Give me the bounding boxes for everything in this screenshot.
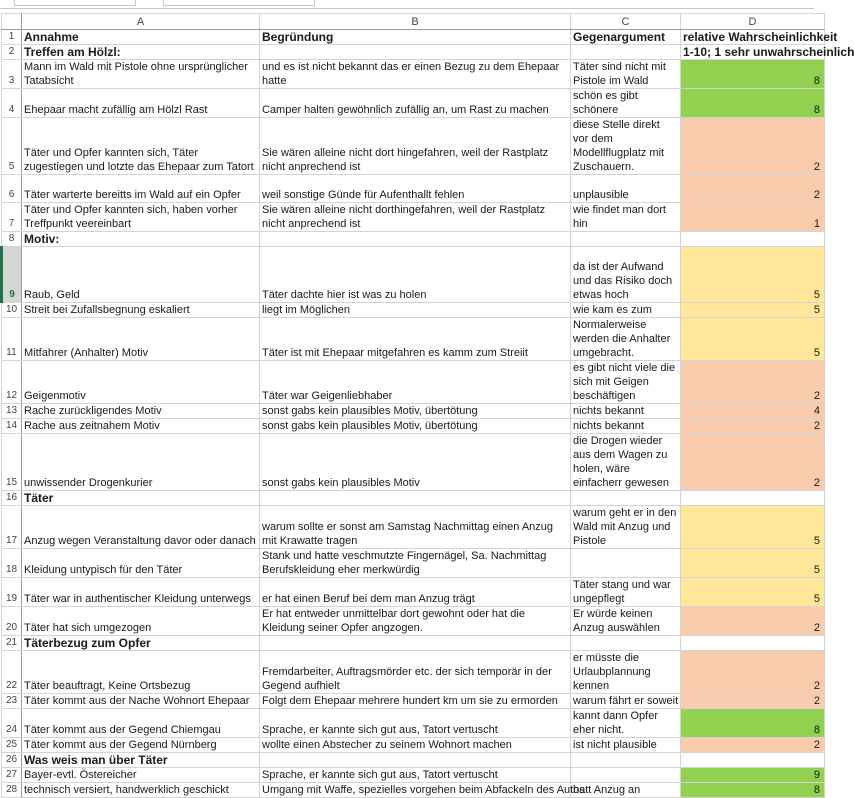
cell-gegenargument[interactable]: unplausible [571,175,681,203]
cell-begruendung[interactable]: Begründung [260,30,571,45]
column-header-b[interactable]: B [260,14,571,30]
cell-wahrscheinlichkeit[interactable]: 5 [681,506,825,549]
column-header-c[interactable]: C [571,14,681,30]
cell-annahme[interactable]: Täter und Opfer kannten sich, haben vorher Treffpunkt veereinbart [22,203,260,232]
cell-gegenargument[interactable]: Täter stang und war ungepflegt [571,578,681,607]
select-all-corner[interactable] [2,14,22,30]
cell-begruendung[interactable]: sonst gabs kein plausibles Motiv, übertötung [260,404,571,419]
table-row [2,694,825,709]
cell-begruendung[interactable]: Sprache, er kannte sich gut aus, Tatort vertuscht [260,768,571,783]
cell-wahrscheinlichkeit[interactable]: 1-10; 1 sehr unwahrscheinlich [681,45,825,60]
cell-gegenargument[interactable] [571,491,681,506]
row-header[interactable]: 3 [2,60,22,89]
table-row [2,247,825,303]
cell-gegenargument[interactable]: nichts bekannt [571,404,681,419]
cell-annahme[interactable]: technisch versiert, handwerklich geschickt [22,783,260,798]
table-row [2,45,825,60]
cell-gegenargument[interactable]: wie findet man dort hin [571,203,681,232]
table-row [2,30,825,45]
cell-wahrscheinlichkeit[interactable] [681,636,825,651]
row-header[interactable]: 1 [2,30,22,45]
cell-wahrscheinlichkeit[interactable]: 1 [681,203,825,232]
row-header[interactable]: 4 [2,89,22,118]
table-row [2,318,825,361]
cell-annahme[interactable]: Täter und Opfer kannten sich, Täter zugestiegen und lotzte das Ehepaar zum Tatort [22,118,260,175]
cell-wahrscheinlichkeit[interactable]: 2 [681,738,825,753]
row-header[interactable]: 8 [2,232,22,247]
cell-annahme[interactable]: Ehepaar macht zufällig am Hölzl Rast [22,89,260,118]
table-row [2,491,825,506]
table-row [2,607,825,636]
table-row [2,709,825,738]
cell-wahrscheinlichkeit[interactable]: 2 [681,419,825,434]
cell-wahrscheinlichkeit[interactable]: 2 [681,434,825,491]
row-header[interactable]: 15 [2,434,22,491]
cell-wahrscheinlichkeit[interactable]: 2 [681,361,825,404]
table-row [2,118,825,175]
cell-gegenargument[interactable]: kannt dann Opfer eher nicht. [571,709,681,738]
table-row [2,753,825,768]
row-header[interactable]: 13 [2,404,22,419]
cell-annahme[interactable]: Rache aus zeitnahem Motiv [22,419,260,434]
cell-begruendung[interactable]: sonst gabs kein plausibles Motiv, übertötung [260,419,571,434]
table-row [2,89,825,118]
cell-annahme[interactable]: Kleidung untypisch für den Täter [22,549,260,578]
cell-annahme[interactable]: Annahme [22,30,260,45]
cell-wahrscheinlichkeit[interactable]: 5 [681,303,825,318]
row-header[interactable]: 27 [2,768,22,783]
cell-annahme[interactable]: Täter war in authentischer Kleidung unterwegs [22,578,260,607]
cell-annahme[interactable]: Streit bei Zufallsbegnung eskaliert [22,303,260,318]
cell-annahme[interactable]: Mitfahrer (Anhalter) Motiv [22,318,260,361]
cell-gegenargument[interactable]: da ist der Aufwand und das Risiko doch etwas hoch [571,247,681,303]
cell-wahrscheinlichkeit[interactable] [681,491,825,506]
cell-begruendung[interactable] [260,636,571,651]
cell-wahrscheinlichkeit[interactable]: 8 [681,60,825,89]
cell-wahrscheinlichkeit[interactable]: 2 [681,651,825,694]
cell-gegenargument[interactable] [571,232,681,247]
cell-annahme[interactable]: Täter kommt aus der Gegend Chiemgau [22,709,260,738]
column-header-a[interactable]: A [22,14,260,30]
spreadsheet-grid [0,13,854,798]
cell-wahrscheinlichkeit[interactable] [681,753,825,768]
cell-gegenargument[interactable]: Täter sind nicht mit Pistole im Wald [571,60,681,89]
cell-gegenargument[interactable]: er müsste die Urlaubplannung kennen [571,651,681,694]
row-header[interactable]: 23 [2,694,22,709]
cell-wahrscheinlichkeit[interactable]: 2 [681,175,825,203]
cell-begruendung[interactable]: Täter dachte hier ist was zu holen [260,247,571,303]
table-row [2,783,825,798]
cell-begruendung[interactable]: Sie wären alleine nicht dorthingefahren, weil der Rastplatz nicht anprechend ist [260,203,571,232]
row-header[interactable]: 9 [2,247,22,303]
cell-annahme[interactable]: Treffen am Hölzl: [22,45,260,60]
cell-begruendung[interactable]: Sie wären alleine nicht dort hingefahren, weil der Rastplatz nicht anprechend ist [260,118,571,175]
cell-wahrscheinlichkeit[interactable]: relative Wahrscheinlichkeit [681,30,825,45]
cell-wahrscheinlichkeit[interactable] [681,232,825,247]
cell-annahme[interactable]: Täter kommt aus der Nache Wohnort Ehepaar [22,694,260,709]
cell-gegenargument[interactable]: die Drogen wieder aus dem Wagen zu holen, wäre einfacherr gewesen [571,434,681,491]
row-header[interactable]: 5 [2,118,22,175]
cell-begruendung[interactable]: Er hat entweder unmittelbar dort gewohnt oder hat die Kleidung seiner Opfer angzogen. [260,607,571,636]
cell-gegenargument[interactable]: wie kam es zum [571,303,681,318]
row-header[interactable]: 2 [2,45,22,60]
table-row [2,434,825,491]
cell-begruendung[interactable]: Camper halten gewöhnlich zufällig an, um Rast zu machen [260,89,571,118]
row-header[interactable]: 22 [2,651,22,694]
table-row [2,232,825,247]
cell-annahme[interactable]: Rache zurückligendes Motiv [22,404,260,419]
cell-begruendung[interactable]: Sprache, er kannte sich gut aus, Tatort vertuscht [260,709,571,738]
cell-wahrscheinlichkeit[interactable]: 5 [681,578,825,607]
cell-wahrscheinlichkeit[interactable]: 8 [681,709,825,738]
cell-annahme[interactable]: Mann im Wald mit Pistole ohne ursprünglicher Tatabsicht [22,60,260,89]
row-header[interactable]: 6 [2,175,22,203]
cell-annahme[interactable]: Was weis man über Täter [22,753,260,768]
cell-gegenargument[interactable]: hatt Anzug an [571,783,681,798]
sheet-tabstrip [0,0,814,9]
cell-gegenargument[interactable] [571,45,681,60]
cell-annahme[interactable]: Täterbezug zum Opfer [22,636,260,651]
cell-gegenargument[interactable]: Gegenargument [571,30,681,45]
cell-annahme[interactable]: Täter kommt aus der Gegend Nürnberg [22,738,260,753]
row-header[interactable]: 24 [2,709,22,738]
cell-begruendung[interactable] [260,491,571,506]
cell-annahme[interactable]: Motiv: [22,232,260,247]
table-row [2,175,825,203]
table-row [2,361,825,404]
cell-begruendung[interactable]: Täter ist mit Ehepaar mitgefahren es kamm zum Streiit [260,318,571,361]
cell-annahme[interactable]: Täter hat sich umgezogen [22,607,260,636]
cell-begruendung[interactable]: sonst gabs kein plausibles Motiv [260,434,571,491]
cell-gegenargument[interactable]: ist nicht plausible [571,738,681,753]
cell-begruendung[interactable]: wollte einen Abstecher zu seinem Wohnort machen [260,738,571,753]
cell-gegenargument[interactable]: es gibt nicht viele die sich mit Geigen beschäftigen [571,361,681,404]
column-header-d[interactable]: D [681,14,825,30]
sheet-tab[interactable] [163,0,315,6]
row-header[interactable]: 20 [2,607,22,636]
row-header[interactable]: 16 [2,491,22,506]
cell-gegenargument[interactable]: schön es gibt schönere [571,89,681,118]
cell-annahme[interactable]: Täter [22,491,260,506]
cell-begruendung[interactable] [260,753,571,768]
table-row [2,636,825,651]
table-row [2,738,825,753]
cell-gegenargument[interactable]: Er würde keinen Anzug auswählen [571,607,681,636]
cell-annahme[interactable]: Anzug wegen Veranstaltung davor oder danach [22,506,260,549]
cell-annahme[interactable]: Täter beauftragt, Keine Ortsbezug [22,651,260,694]
table-row [2,578,825,607]
row-header[interactable]: 25 [2,738,22,753]
table-row [2,506,825,549]
row-header[interactable]: 17 [2,506,22,549]
cell-wahrscheinlichkeit[interactable]: 4 [681,404,825,419]
cell-gegenargument[interactable]: Normalerweise werden die Anhalter umgebracht. [571,318,681,361]
table-row [2,549,825,578]
cell-begruendung[interactable] [260,45,571,60]
cell-wahrscheinlichkeit[interactable]: 2 [681,694,825,709]
row-header[interactable]: 14 [2,419,22,434]
cell-annahme[interactable]: unwissender Drogenkurier [22,434,260,491]
table-row [2,651,825,694]
row-header[interactable]: 19 [2,578,22,607]
cell-begruendung[interactable]: Fremdarbeiter, Auftragsmörder etc. der sich temporär in der Gegend aufhielt [260,651,571,694]
cell-begruendung[interactable]: liegt im Möglichen [260,303,571,318]
cell-wahrscheinlichkeit[interactable]: 8 [681,89,825,118]
row-header[interactable]: 11 [2,318,22,361]
column-header-row [2,14,825,30]
table-row [2,303,825,318]
cell-annahme[interactable]: Täter warterte bereitts im Wald auf ein Opfer [22,175,260,203]
cell-wahrscheinlichkeit[interactable]: 2 [681,607,825,636]
cell-begruendung[interactable]: warum sollte er sonst am Samstag Nachmittag einen Anzug mit Krawatte tragen [260,506,571,549]
cell-gegenargument[interactable] [571,549,681,578]
cell-gegenargument[interactable]: warum fährt er soweit [571,694,681,709]
cell-wahrscheinlichkeit[interactable]: 5 [681,318,825,361]
table-row [2,419,825,434]
cell-gegenargument[interactable] [571,768,681,783]
cell-annahme[interactable]: Raub, Geld [22,247,260,303]
row-header[interactable]: 7 [2,203,22,232]
cell-wahrscheinlichkeit[interactable]: 9 [681,768,825,783]
cell-gegenargument[interactable] [571,636,681,651]
row-header[interactable]: 21 [2,636,22,651]
cell-gegenargument[interactable]: warum geht er in den Wald mit Anzug und Pistole [571,506,681,549]
cell-begruendung[interactable]: Umgang mit Waffe, spezielles vorgehen beim Abfackeln des Autos [260,783,571,798]
table-row [2,203,825,232]
table-row [2,404,825,419]
row-header[interactable]: 26 [2,753,22,768]
cell-gegenargument[interactable]: diese Stelle direkt vor dem Modellflugplatz mit Zuschauern. [571,118,681,175]
cell-wahrscheinlichkeit[interactable]: 2 [681,118,825,175]
cell-wahrscheinlichkeit[interactable]: 8 [681,783,825,798]
row-header[interactable]: 28 [2,783,22,798]
row-header[interactable]: 12 [2,361,22,404]
row-header[interactable]: 18 [2,549,22,578]
cell-begruendung[interactable]: Stank und hatte veschmutzte Fingernägel, Sa. Nachmittag Berufskleidung eher merkwürdig [260,549,571,578]
cell-wahrscheinlichkeit[interactable]: 5 [681,549,825,578]
cell-wahrscheinlichkeit[interactable]: 5 [681,247,825,303]
sheet-tab[interactable] [14,0,136,6]
table-row [2,768,825,783]
cell-annahme[interactable]: Geigenmotiv [22,361,260,404]
cell-begruendung[interactable]: Täter war Geigenliebhaber [260,361,571,404]
cell-begruendung[interactable]: er hat einen Beruf bei dem man Anzug trägt [260,578,571,607]
cell-annahme[interactable]: Bayer-evtl. Östereicher [22,768,260,783]
table-row [2,60,825,89]
cell-begruendung[interactable]: Folgt dem Ehepaar mehrere hundert km um sie zu ermorden [260,694,571,709]
cell-gegenargument[interactable]: nichts bekannt [571,419,681,434]
cell-begruendung[interactable] [260,232,571,247]
row-header[interactable]: 10 [2,303,22,318]
cell-gegenargument[interactable] [571,753,681,768]
cell-begruendung[interactable]: und es ist nicht bekannt das er einen Bezug zu dem Ehepaar hatte [260,60,571,89]
cell-begruendung[interactable]: weil sonstige Günde für Aufenthallt fehlen [260,175,571,203]
